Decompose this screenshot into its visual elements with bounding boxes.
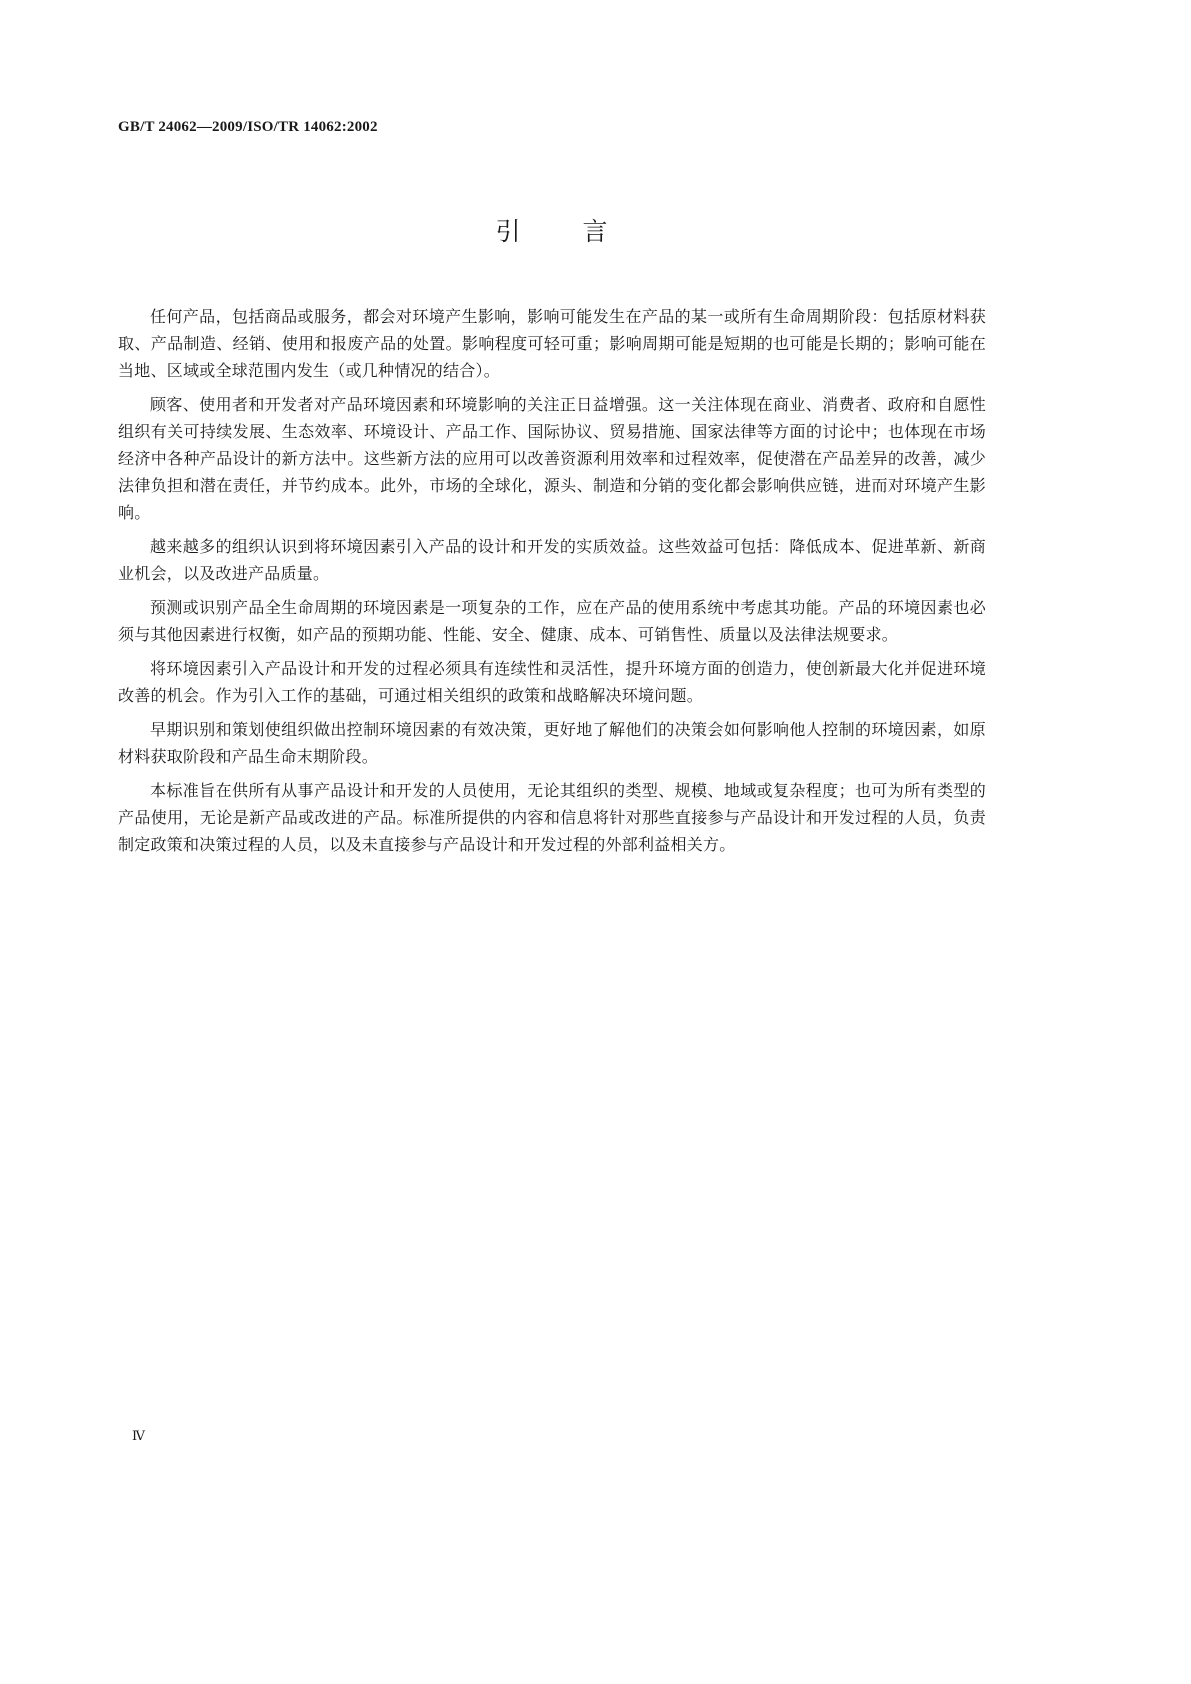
paragraph: 预测或识别产品全生命周期的环境因素是一项复杂的工作，应在产品的使用系统中考虑其功能。产品的环境因素也必须与其他因素进行权衡，如产品的预期功能、性能、安全、健康、成本、可销售性、质量以及法律法规要求。: [118, 598, 986, 644]
paragraph: 任何产品，包括商品或服务，都会对环境产生影响，影响可能发生在产品的某一或所有生命周期阶段：包括原材料获取、产品制造、经销、使用和报废产品的处置。影响程度可轻可重；影响周期可能是短期的也可能是长期的；影响可能在当地、区域或全球范围内发生（或几种情况的结合）。: [118, 307, 986, 380]
paragraph: 越来越多的组织认识到将环境因素引入产品的设计和开发的实质效益。这些效益可包括：降低成本、促进革新、新商业机会，以及改进产品质量。: [118, 537, 986, 583]
paragraph: 顾客、使用者和开发者对产品环境因素和环境影响的关注正日益增强。这一关注体现在商业、消费者、政府和自愿性组织有关可持续发展、生态效率、环境设计、产品工作、国际协议、贸易措施、国家法律等方面的讨论中；也体现在市场经济中各种产品设计的新方法中。这些新方法的应用可以改善资源利用效率和过程效率，促使潜在产品差异的改善，减少法律负担和潜在责任，并节约成本。此外，市场的全球化，源头、制造和分销的变化都会影响供应链，进而对环境产生影响。: [118, 395, 986, 522]
standard-code-header: GB/T 24062—2009/ISO/TR 14062:2002: [118, 119, 378, 135]
paragraph: 早期识别和策划使组织做出控制环境因素的有效决策，更好地了解他们的决策会如何影响他人控制的环境因素，如原材料获取阶段和产品生命末期阶段。: [118, 720, 986, 766]
paragraph: 将环境因素引入产品设计和开发的过程必须具有连续性和灵活性，提升环境方面的创造力，使创新最大化并促进环境改善的机会。作为引入工作的基础，可通过相关组织的政策和战略解决环境问题。: [118, 659, 986, 705]
page-number: Ⅳ: [132, 1428, 145, 1443]
page-title: 引言: [495, 217, 670, 246]
introduction-body: [118, 303, 986, 865]
paragraph: 本标准旨在供所有从事产品设计和开发的人员使用，无论其组织的类型、规模、地域或复杂程度；也可为所有类型的产品使用，无论是新产品或改进的产品。标准所提供的内容和信息将针对那些直接参与产品设计和开发过程的人员，负责制定政策和决策过程的人员，以及未直接参与产品设计和开发过程的外部利益相关方。: [118, 781, 986, 854]
